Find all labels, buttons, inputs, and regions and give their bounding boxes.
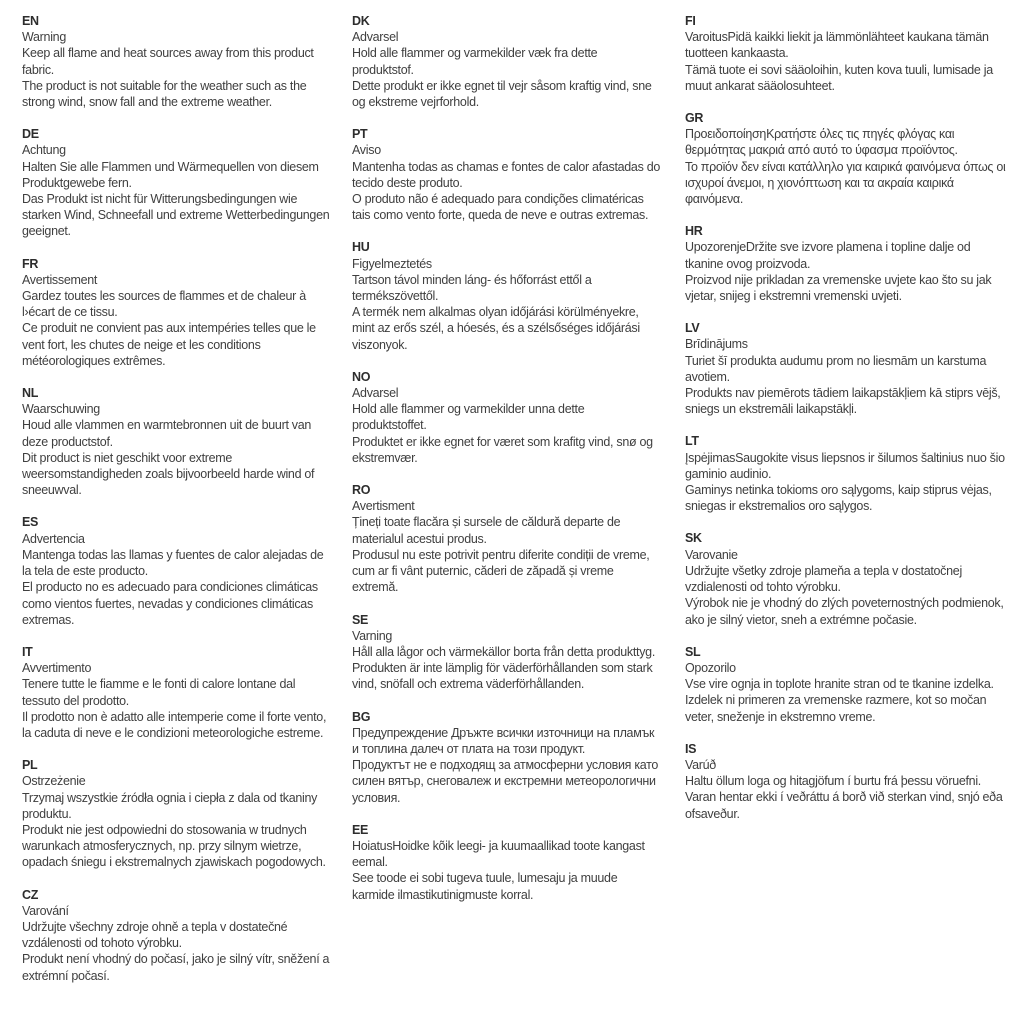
- language-code: NL: [22, 386, 39, 401]
- warning-text-line: O produto não é adequado para condições climatéricas tais como vento forte, queda de neve e outras extremas.: [352, 192, 649, 223]
- warning-text-line: Dette produkt er ikke egnet til vejr såsom kraftig vind, sne og ekstreme vejrforhold.: [352, 78, 652, 110]
- language-section-fi: [685, 13, 1007, 94]
- language-section-no: [352, 369, 660, 466]
- language-section-sl: [685, 644, 1007, 725]
- warning-title: Varovanie: [685, 547, 738, 562]
- language-code: NO: [352, 369, 371, 384]
- warning-title: Varúð: [685, 757, 716, 772]
- language-column-2: [352, 13, 660, 1000]
- warning-text-line: Hold alle flammer og varmekilder unna dette produktstoffet.: [352, 402, 585, 433]
- language-section-gr: [685, 110, 1007, 207]
- language-code: EN: [22, 14, 39, 28]
- warning-text-line: Tenere tutte le fiamme e le fonti di calore lontane dal tessuto del prodotto.: [22, 677, 296, 708]
- language-section-en: [22, 13, 330, 110]
- warning-title: Advarsel: [352, 30, 399, 45]
- warning-text-line: Udržujte všetky zdroje plameňa a tepla v dostatočnej vzdialenosti od tohto výrobku.: [685, 563, 962, 595]
- warning-text-line: Haltu öllum loga og hitagjöfum í burtu frá þessu vöruefni.: [685, 774, 981, 789]
- warning-text-line: Produkt není vhodný do počasí, jako je silný vítr, sněžení a extrémní počasí.: [22, 952, 330, 983]
- language-section-lt: [685, 433, 1007, 514]
- language-section-es: [22, 514, 330, 627]
- warning-title: Ostrzeżenie: [22, 774, 86, 789]
- warning-title: Advertencia: [22, 531, 85, 546]
- warning-text-line: Produktet er ikke egnet for været som krafitg vind, snø og ekstremvær.: [352, 434, 653, 465]
- warning-text-line: Το προϊόν δεν είναι κατάλληλο για καιρικά φαινόμενα όπως οι ισχυροί άνεμοι, η χιονόπτωση και τα ακραία καιρικά φαινόμενα.: [685, 159, 1006, 207]
- warning-title: Advarsel: [352, 386, 399, 401]
- language-code: BG: [352, 709, 371, 724]
- warning-text-line: Tämä tuote ei sovi sääoloihin, kuten kova tuuli, lumisade ja muut ankarat sääolosuhteet.: [685, 62, 993, 93]
- warning-title: Varování: [22, 903, 69, 918]
- warning-text-line: Turiet šī produkta audumu prom no liesmām un karstuma avotiem.: [685, 353, 987, 384]
- warning-title: Aviso: [352, 143, 381, 158]
- language-section-hu: [352, 239, 660, 352]
- language-code: IT: [22, 644, 33, 659]
- language-code: IS: [685, 741, 697, 756]
- warning-text-line: Il prodotto non è adatto alle intemperie come il forte vento, la caduta di neve e le condizioni meteorologiche estreme.: [22, 709, 327, 740]
- language-section-nl: [22, 385, 330, 498]
- language-code: FR: [22, 256, 39, 271]
- warning-title: Warning: [22, 30, 66, 45]
- warning-text-line: ĮspėjimasSaugokite visus liepsnos ir šilumos šaltinius nuo šio gaminio audinio.: [685, 450, 1005, 481]
- language-section-pt: [352, 126, 660, 223]
- language-section-de: [22, 126, 330, 239]
- warning-text-line: Gaminys netinka tokioms oro sąlygoms, kaip stiprus vėjas, sniegas ir ekstremalios oro sąlygos.: [685, 483, 992, 514]
- language-code: GR: [685, 111, 704, 126]
- warning-text-line: Vse vire ognja in toplote hranite stran od te tkanine izdelka.: [685, 677, 994, 692]
- warning-text-line: Mantenha todas as chamas e fontes de calor afastadas do tecido deste produto.: [352, 159, 661, 190]
- warning-text-line: UpozorenjeDržite sve izvore plamena i topline dalje od tkanine ovog proizvoda.: [685, 240, 971, 271]
- language-code: DK: [352, 14, 370, 28]
- warning-text-line: See toode ei sobi tugeva tuule, lumesaju ja muude karmide ilmastikutinigmuste korral.: [352, 871, 618, 902]
- warning-title: Waarschuwing: [22, 402, 100, 417]
- warning-text-line: Keep all flame and heat sources away from this product fabric.: [22, 46, 314, 77]
- language-section-bg: [352, 709, 660, 806]
- warning-text-line: Houd alle vlammen en warmtebronnen uit de buurt van deze productstof.: [22, 418, 312, 449]
- language-code: SK: [685, 531, 702, 546]
- warning-text-line: Produkt nie jest odpowiedni do stosowania w trudnych warunkach atmosferycznych, np. przy silnym wietrze, opadach śniegu i ekstremalnych zjawiskach pogodowych.: [22, 822, 326, 870]
- warning-text-line: Halten Sie alle Flammen und Wärmequellen von diesem Produktgewebe fern.: [22, 159, 319, 190]
- warning-text-line: Trzymaj wszystkie źródła ognia i ciepła z dala od tkaniny produktu.: [22, 790, 318, 821]
- warning-text-line: Produsul nu este potrivit pentru diferite condiții de vreme, cum ar fi vânt puternic, căderi de zăpadă și vreme extremă.: [352, 547, 650, 595]
- warning-text-line: Das Produkt ist nicht für Witterungsbedingungen wie starken Wind, Schneefall und extreme Wetterbedingungen geeignet.: [22, 192, 330, 239]
- language-column-3: [685, 13, 1007, 1000]
- warning-text-line: Предупреждение Дръжте всички източници на пламък и топлина далеч от плата на този продукт.: [352, 725, 655, 756]
- language-code: PL: [22, 758, 38, 773]
- warning-text-line: Tartson távol minden láng- és hőforrást ettől a termékszövettől.: [352, 272, 592, 304]
- warning-text-line: VaroitusPidä kaikki liekit ja lämmönlähteet kaukana tämän tuotteen kankaasta.: [685, 30, 989, 61]
- warning-text-line: HoiatusHoidke kõik leegi- ja kuumaallikad toote kangast eemal.: [352, 838, 645, 870]
- warning-text-line: The product is not suitable for the weather such as the strong wind, snow fall and the extreme weather.: [22, 78, 307, 110]
- language-column-1: [22, 13, 330, 1000]
- warning-title: Brīdinājums: [685, 337, 748, 352]
- warning-title: Figyelmeztetés: [352, 256, 432, 271]
- language-section-fr: [22, 256, 330, 369]
- warning-text-line: Udržujte všechny zdroje ohně a tepla v dostatečné vzdálenosti od tohoto výrobku.: [22, 919, 288, 951]
- warning-text-line: Țineți toate flacăra și sursele de căldură departe de materialul acestui produs.: [352, 515, 621, 546]
- language-code: PT: [352, 127, 368, 142]
- language-code: SE: [352, 612, 369, 627]
- language-section-lv: [685, 320, 1007, 417]
- language-section-cz: [22, 887, 330, 984]
- language-section-ee: [352, 822, 660, 903]
- language-code: ES: [22, 515, 39, 530]
- warning-text-line: Продуктът не е подходящ за атмосферни условия като силен вятър, снеговалеж и екстремни метеорологични условия.: [352, 758, 659, 805]
- warning-title: Avertissement: [22, 272, 98, 287]
- language-section-sk: [685, 530, 1007, 627]
- warning-text-line: A termék nem alkalmas olyan időjárási körülményekre, mint az erős szél, a hóesés, és a szélsőséges időjárási viszonyok.: [352, 305, 640, 352]
- language-code: RO: [352, 483, 371, 498]
- warning-text-line: Produkts nav piemērots tādiem laikapstākļiem kā stiprs vējš, sniegs un ekstremāli laikapstākļi.: [685, 386, 1001, 417]
- language-code: LV: [685, 321, 700, 336]
- warning-text-line: Hold alle flammer og varmekilder væk fra dette produktstof.: [352, 46, 598, 77]
- language-section-it: [22, 644, 330, 741]
- language-code: SL: [685, 644, 701, 659]
- language-code: HU: [352, 240, 370, 255]
- warning-text-line: Dit product is niet geschikt voor extreme weersomstandigheden zoals bijvoorbeeld harde wind of sneeuwval.: [22, 450, 315, 498]
- warning-title: Opozorilo: [685, 660, 736, 675]
- language-section-dk: [352, 13, 660, 110]
- language-section-pl: [22, 757, 330, 870]
- warning-text-line: Produkten är inte lämplig för väderförhållanden som stark vind, snöfall och extrema väderförhållanden.: [352, 661, 653, 692]
- language-section-hr: [685, 223, 1007, 304]
- warning-text-line: El producto no es adecuado para condiciones climáticas como vientos fuertes, nevadas y condiciones climáticas extremas.: [22, 580, 318, 627]
- warning-text-line: Izdelek ni primeren za vremenske razmere, kot so močan veter, sneženje in ekstremno vreme.: [685, 693, 987, 724]
- warning-text-line: Mantenga todas las llamas y fuentes de calor alejadas de la tela de este producto.: [22, 547, 324, 579]
- language-section-is: [685, 741, 1007, 822]
- warning-title: Achtung: [22, 143, 66, 158]
- warning-text-line: ΠροειδοποίησηΚρατήστε όλες τις πηγές φλόγας και θερμότητας μακριά από αυτό το ύφασμα προϊόντος.: [685, 127, 958, 158]
- language-code: CZ: [22, 887, 39, 902]
- language-code: HR: [685, 224, 703, 239]
- warning-title: Avvertimento: [22, 661, 92, 676]
- warning-text-line: Výrobok nie je vhodný do zlých poveternostných podmienok, ako je silný vietor, sneh a extrémne počasie.: [685, 596, 1004, 627]
- language-code: DE: [22, 127, 39, 142]
- language-section-se: [352, 612, 660, 693]
- language-code: EE: [352, 822, 369, 837]
- warning-text-line: Proizvod nije prikladan za vremenske uvjete kao što su jak vjetar, snijeg i ekstremni vremenski uvjeti.: [685, 272, 992, 304]
- language-code: FI: [685, 14, 696, 28]
- warning-text-line: Gardez toutes les sources de flammes et de chaleur à l›écart de ce tissu.: [22, 289, 306, 320]
- warning-title: Avertisment: [352, 499, 415, 514]
- warning-text-line: Håll alla lågor och värmekällor borta från detta produkttyg.: [352, 644, 655, 659]
- language-section-ro: [352, 482, 660, 595]
- warning-text-line: Varan hentar ekki í veðráttu á borð við sterkan vind, snjó eða ofsaveður.: [685, 790, 1003, 821]
- language-code: LT: [685, 434, 699, 449]
- warning-text-line: Ce produit ne convient pas aux intempéries telles que le vent fort, les chutes de neige et les conditions météorologiques extrêmes.: [22, 321, 316, 368]
- warning-title: Varning: [352, 628, 393, 643]
